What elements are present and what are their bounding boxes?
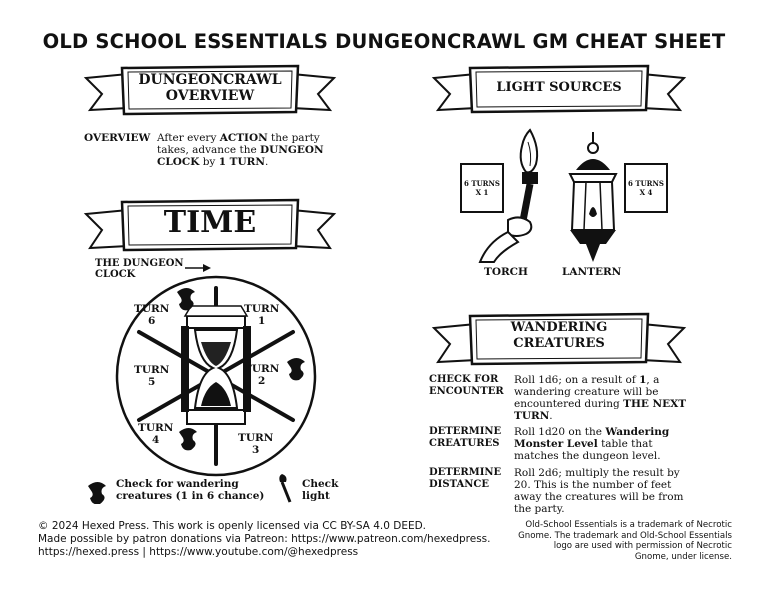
hourglass-icon	[181, 306, 251, 424]
dungeon-clock-label: THE DUNGEON CLOCK	[95, 258, 184, 280]
lantern-duration-box: 6 TURNS X 4	[624, 163, 668, 213]
serpent-icon	[179, 428, 197, 450]
time-banner-text: TIME	[163, 205, 257, 240]
page-title: OLD SCHOOL ESSENTIALS DUNGEONCRAWL GM CHEAT SHEET	[42, 30, 726, 53]
legend-wandering-text: Check for wandering creatures (1 in 6 chance)	[116, 478, 265, 502]
footer-trademark: Old-School Essentials is a trademark of Necrotic Gnome. The trademark and Old-School Essentials logo are used with permission of Necrotic Gnome, under license.	[518, 520, 732, 562]
lantern-icon	[562, 130, 624, 264]
torch-duration-box: 6 TURNS X 1	[460, 163, 504, 213]
overview-banner-line2: OVERVIEW	[165, 88, 255, 104]
light-banner	[430, 62, 688, 116]
wandering-banner	[430, 310, 688, 368]
turn-6-label: TURN 6	[134, 303, 170, 327]
time-banner	[82, 196, 338, 254]
distance-label: DETERMINE DISTANCE	[429, 467, 502, 490]
torch-label: TORCH	[484, 266, 528, 278]
overview-banner	[82, 62, 338, 118]
lantern-label: LANTERN	[562, 266, 622, 278]
turn-5-label: TURN 5	[134, 364, 170, 388]
creatures-label: DETERMINE CREATURES	[429, 426, 502, 449]
overview-label: OVERVIEW	[84, 132, 151, 144]
serpent-icon	[287, 358, 305, 380]
wandering-banner-line2: CREATURES	[513, 336, 605, 351]
light-banner-text: LIGHT SOURCES	[496, 80, 622, 95]
footer-license: © 2024 Hexed Press. This work is openly licensed via CC BY-SA 4.0 DEED. Made possible by patron donations via Patreon: https://www.patreon.com/hexedpress. https://hexed.press | https://www.youtube.com/@hexedpress	[38, 520, 491, 558]
torch-icon	[478, 128, 550, 264]
overview-banner-line1: DUNGEONCRAWL	[138, 72, 282, 88]
encounter-text: Roll 1d6; on a result of 1, a wandering creature will be encountered during THE NEXT TURN.	[514, 374, 687, 422]
turn-2-label: TURN 2	[244, 363, 280, 387]
distance-text: Roll 2d6; multiply the result by 20. This is the number of feet away the creatures will be from the party.	[514, 467, 684, 515]
serpent-legend-icon	[84, 476, 112, 504]
turn-3-label: TURN 3	[238, 432, 274, 456]
turn-4-label: TURN 4	[138, 422, 174, 446]
encounter-label: CHECK FOR ENCOUNTER	[429, 374, 504, 397]
wandering-banner-line1: WANDERING	[510, 320, 608, 335]
torch-legend-icon	[276, 474, 298, 506]
turn-1-label: TURN 1	[244, 303, 280, 327]
creatures-text: Roll 1d20 on the Wandering Monster Level table that matches the dungeon level.	[514, 426, 670, 462]
legend-light-text: Check light	[302, 478, 339, 502]
overview-text: After every ACTION the party takes, advance the DUNGEON CLOCK by 1 TURN.	[157, 132, 324, 168]
